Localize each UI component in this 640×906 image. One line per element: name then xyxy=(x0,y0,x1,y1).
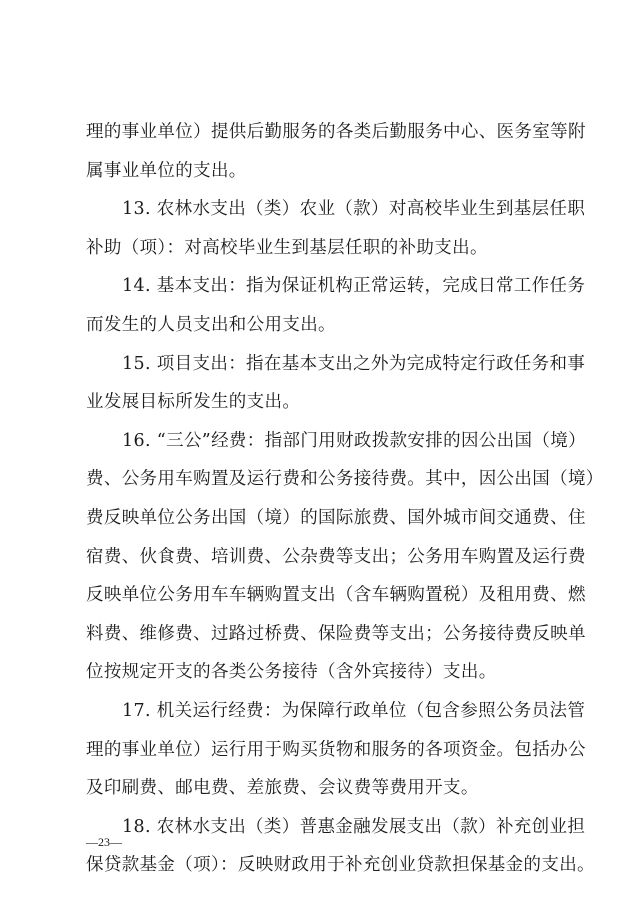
text-line: 16. “三公”经费：指部门用财政拨款安排的因公出国（境） xyxy=(122,430,586,451)
text-line: 反映单位公务用车车辆购置支出（含车辆购置税）及租用费、燃 xyxy=(86,585,586,606)
text-line: 18. 农林水支出（类）普惠金融发展支出（款）补充创业担 xyxy=(122,816,586,837)
text-line: 费反映单位公务出国（境）的国际旅费、国外城市间交通费、住 xyxy=(86,507,586,528)
text-line: 理的事业单位）提供后勤服务的各类后勤服务中心、医务室等附 xyxy=(86,122,586,142)
text-line: 15. 项目支出：指在基本支出之外为完成特定行政任务和事 xyxy=(122,353,586,374)
text-line: 业发展目标所发生的支出。 xyxy=(86,392,301,413)
text-line: 宿费、伙食费、培训费、公杂费等支出；公务用车购置及运行费 xyxy=(86,546,586,567)
text-line: 属事业单位的支出。 xyxy=(86,160,247,181)
text-line: 保贷款基金（项）：反映财政用于补充创业贷款担保基金的支出。 xyxy=(86,855,595,876)
text-line: 理的事业单位）运行用于购买货物和服务的各项资金。包括办公 xyxy=(86,739,586,760)
text-line: 料费、维修费、过路过桥费、保险费等支出；公务接待费反映单 xyxy=(86,623,586,644)
text-line: 17. 机关运行经费：为保障行政单位（包含参照公务员法管 xyxy=(122,700,586,721)
text-line: 补助（项）：对高校毕业生到基层任职的补助支出。 xyxy=(86,237,488,258)
text-line: 而发生的人员支出和公用支出。 xyxy=(86,314,336,335)
body-text xyxy=(86,113,604,885)
text-line: 14. 基本支出：指为保证机构正常运转，完成日常工作任务 xyxy=(122,276,586,297)
text-line: 及印刷费、邮电费、差旅费、会议费等费用开支。 xyxy=(86,778,479,799)
text-line: 费、公务用车购置及运行费和公务接待费。其中，因公出国（境） xyxy=(86,469,604,490)
text-line: 位按规定开支的各类公务接待（含外宾接待）支出。 xyxy=(86,662,497,683)
page-number: —23— xyxy=(86,835,122,849)
text-line: 13. 农林水支出（类）农业（款）对高校毕业生到基层任职 xyxy=(122,199,586,220)
